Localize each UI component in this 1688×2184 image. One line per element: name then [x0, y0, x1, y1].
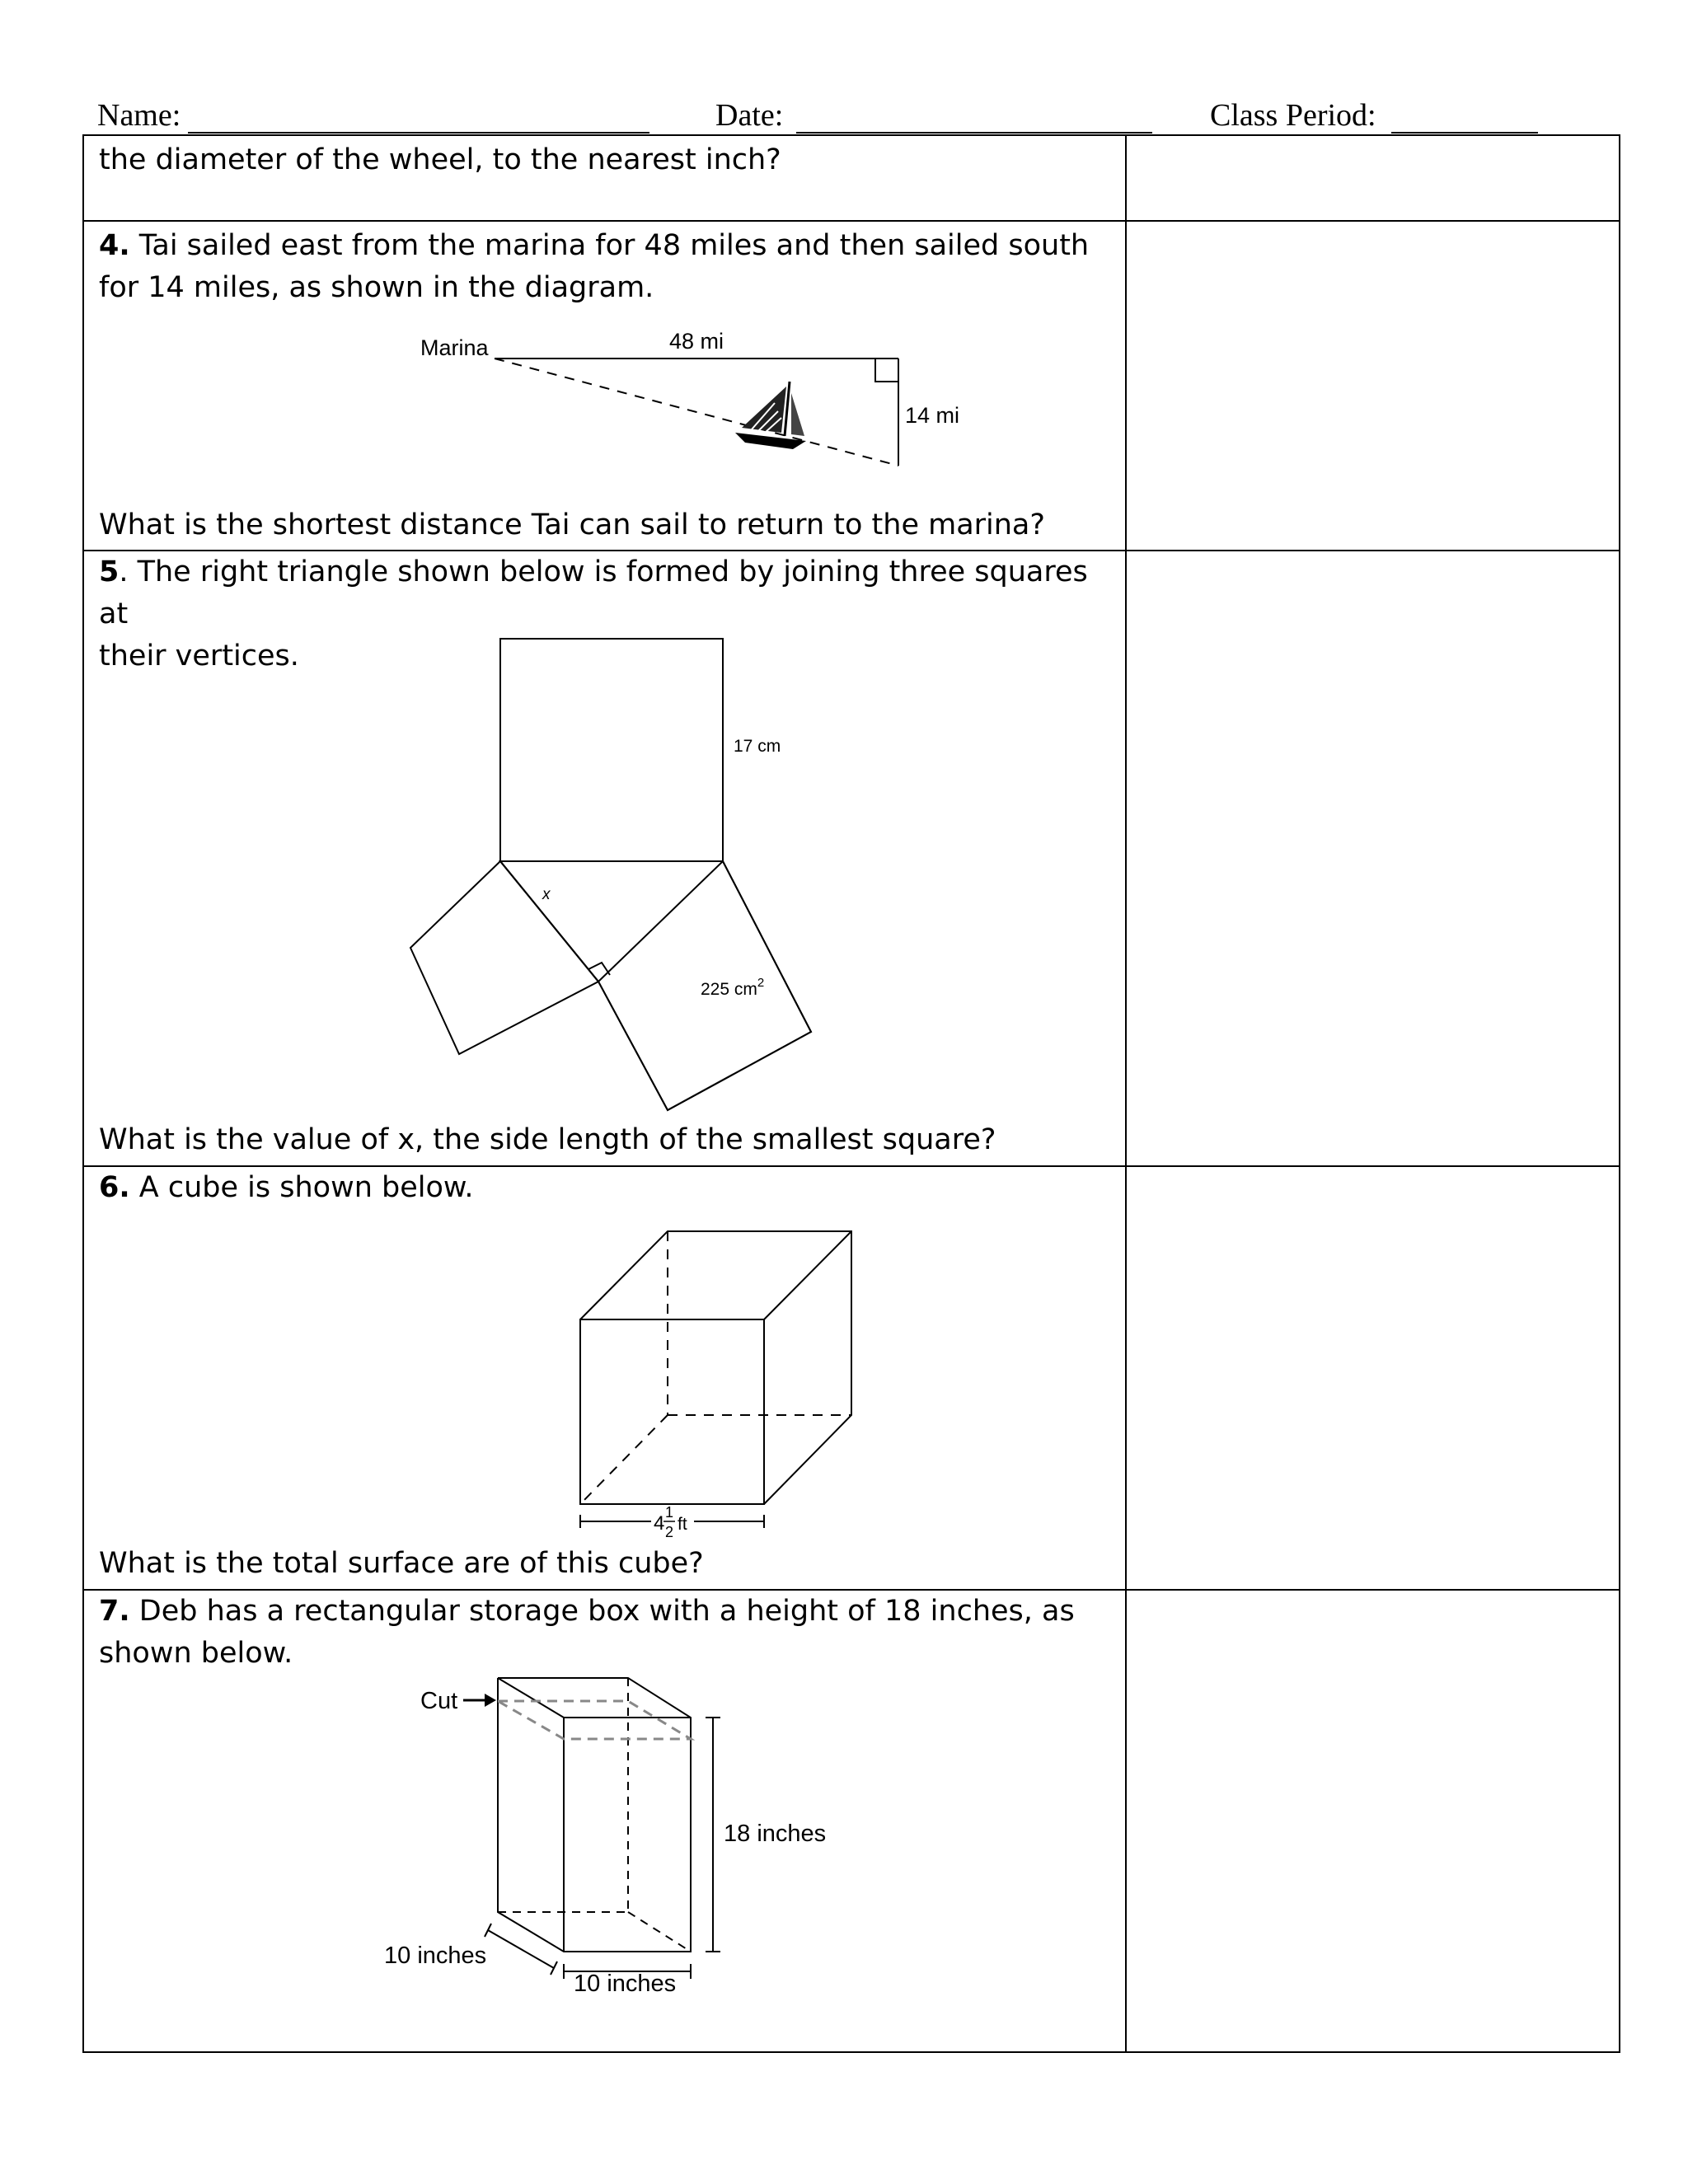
cube-front-face — [580, 1319, 764, 1504]
three-squares-diagram — [397, 634, 974, 1128]
worksheet-table — [82, 134, 1620, 2053]
question-5-line1: . The right triangle shown below is formed by joining three squares at — [99, 555, 1088, 630]
question-4-line2: for 14 miles, as shown in the diagram. — [99, 271, 654, 304]
question-6-line1: A cube is shown below. — [138, 1171, 474, 1204]
height-dimension — [706, 1718, 720, 1952]
edge-whole: 4 — [654, 1512, 665, 1535]
cube-hidden-depth — [580, 1415, 668, 1504]
width-label: 10 inches — [574, 1971, 677, 1997]
return-path — [495, 359, 898, 466]
area-value: 225 cm — [701, 980, 757, 999]
date-blank[interactable] — [796, 132, 1152, 134]
class-period-blank[interactable] — [1391, 132, 1538, 134]
question-6-prompt — [99, 1167, 1113, 1209]
name-label: Name: — [97, 98, 181, 133]
question-7-row — [84, 1591, 1619, 2052]
area-label — [701, 976, 764, 999]
east-distance-label: 48 mi — [669, 329, 724, 354]
question-6-question: What is the total surface are of this cube? — [99, 1547, 704, 1580]
cube-diagram — [480, 1216, 875, 1546]
marina-label: Marina — [420, 335, 489, 360]
edge-denominator: 2 — [665, 1524, 674, 1540]
storage-box-diagram — [381, 1673, 958, 2052]
south-distance-label: 14 mi — [905, 403, 960, 428]
right-angle-mark — [875, 359, 898, 382]
question-5-question: What is the value of x, the side length of the smallest square? — [99, 1123, 996, 1156]
depth-dimension — [485, 1924, 557, 1975]
side-length-label: 17 cm — [734, 737, 781, 756]
date-label: Date: — [715, 98, 784, 133]
question-7-line2: shown below. — [99, 1637, 293, 1670]
question-7-line1: Deb has a rectangular storage box with a height of 18 inches, as — [138, 1595, 1075, 1628]
question-3-text: the diameter of the wheel, to the nearest inch? — [99, 143, 781, 176]
question-5-row — [84, 551, 1619, 1167]
small-square — [410, 861, 598, 1054]
box-hidden-depth — [628, 1912, 691, 1952]
cut-label: Cut — [420, 1688, 458, 1714]
question-4-row — [84, 222, 1619, 551]
box-top-edge — [498, 1678, 564, 1718]
question-4-number: 4. — [99, 229, 130, 262]
cube-top-edge — [764, 1231, 851, 1319]
question-4-prompt — [99, 225, 1113, 309]
x-label: x — [542, 886, 551, 903]
question-5-number: 5 — [99, 555, 120, 588]
name-blank[interactable] — [188, 132, 649, 134]
question-3-row — [84, 136, 1619, 222]
question-4-question: What is the shortest distance Tai can sail to return to the marina? — [99, 509, 1045, 541]
class-period-label: Class Period: — [1210, 98, 1376, 133]
question-4-line1: Tai sailed east from the marina for 48 miles and then sailed south — [138, 229, 1090, 262]
small-square-side — [500, 861, 598, 982]
large-square-top — [500, 639, 723, 861]
edge-unit: ft — [678, 1515, 687, 1534]
depth-label: 10 inches — [384, 1943, 487, 1969]
question-6-row — [84, 1167, 1619, 1591]
edge-numerator: 1 — [665, 1504, 674, 1521]
cut-plane — [498, 1701, 691, 1739]
area-exponent: 2 — [757, 976, 765, 990]
height-label: 18 inches — [724, 1821, 827, 1847]
question-7-number: 7. — [99, 1595, 130, 1628]
edge-dimension — [580, 1504, 764, 1540]
question-5-line2: their vertices. — [99, 640, 299, 673]
cut-arrow-icon — [463, 1694, 496, 1707]
sailing-diagram — [323, 321, 982, 469]
question-7-prompt — [99, 1591, 1113, 1675]
question-6-number: 6. — [99, 1171, 130, 1204]
